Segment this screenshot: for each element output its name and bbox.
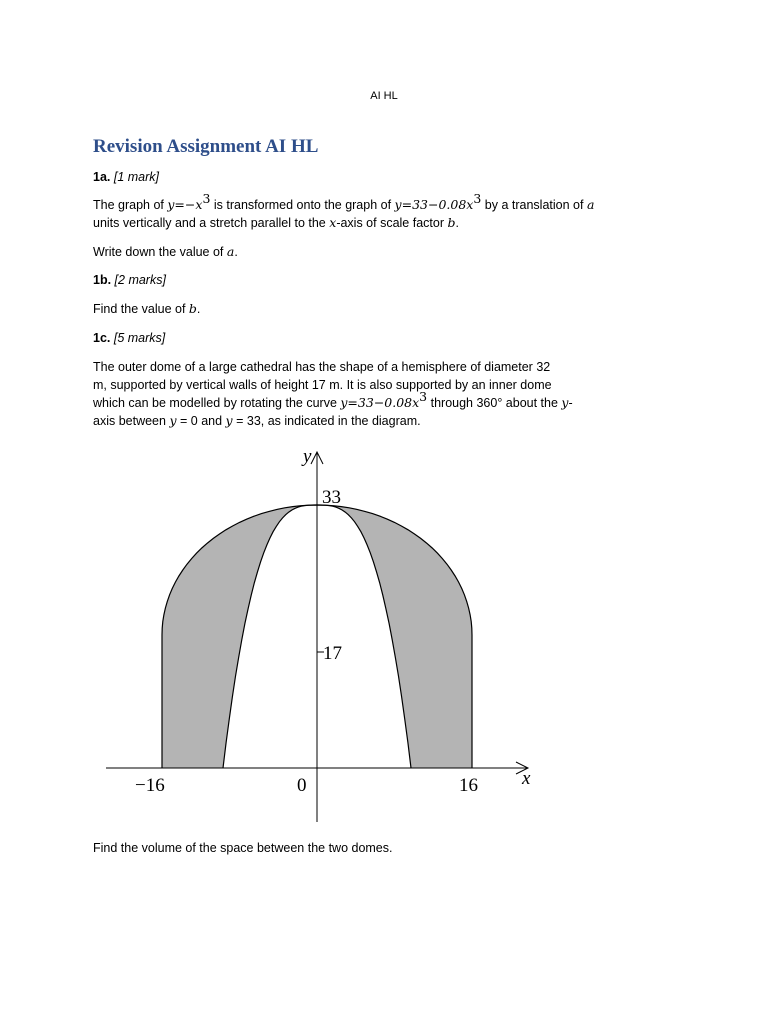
- q1a-var-x: x: [329, 215, 337, 230]
- q1a-eq-2: y=33−0.08x: [394, 197, 474, 212]
- q1c-line-4c: = 33, as indicated in the diagram.: [236, 414, 421, 428]
- q1a-eq-1: y=−x: [167, 197, 203, 212]
- q1b-var: b: [188, 301, 197, 316]
- q1a-marks: [1 mark]: [113, 170, 160, 184]
- q1c-line-3b: through 360° about the: [430, 396, 558, 410]
- label-origin: 0: [297, 775, 307, 796]
- page-header: AI HL: [370, 90, 398, 102]
- q1c-line-2: m, supported by vertical walls of height 17 m. It is also supported by an inner dome: [93, 378, 552, 392]
- q1c-line-3a: which can be modelled by rotating the curve: [93, 396, 337, 410]
- q1c-line-4-var1: y: [169, 413, 177, 428]
- q1a-text-2: is transformed onto the graph of: [213, 198, 392, 212]
- q1c-final-instruction: Find the volume of the space between the two domes.: [93, 841, 393, 855]
- q1a-eq-1-exp: 3: [202, 191, 211, 206]
- q1a-instruction-end: .: [234, 245, 238, 259]
- q1c-line-3-eq: y=33−0.08x: [340, 395, 420, 410]
- q1a-label: 1a.: [93, 170, 111, 184]
- q1c-line-4b: = 0 and: [180, 414, 223, 428]
- q1a-eq-2-exp: 3: [473, 191, 482, 206]
- label-minus-16: −16: [135, 775, 165, 796]
- q1a-var-b: b: [447, 215, 456, 230]
- q1c-line-1: The outer dome of a large cathedral has the shape of a hemisphere of diameter 32: [93, 360, 551, 374]
- q1a-text-6: .: [455, 216, 459, 230]
- q1a-instruction-text: Write down the value of: [93, 245, 224, 259]
- y-axis-label: y: [303, 446, 312, 467]
- q1c-label: 1c.: [93, 331, 111, 345]
- q1b-instruction-text: Find the value of: [93, 302, 186, 316]
- q1a-text-3: by a translation of: [484, 198, 584, 212]
- x-axis-label: x: [522, 768, 531, 789]
- label-16: 16: [459, 775, 478, 796]
- q1c-line-3-exp: 3: [419, 389, 428, 404]
- q1a-text-4: units vertically and a stretch parallel to the: [93, 216, 326, 230]
- q1c-marks: [5 marks]: [113, 331, 166, 345]
- q1a-text-1: The graph of: [93, 198, 164, 212]
- q1a-text-5: -axis of scale factor: [336, 216, 444, 230]
- label-33: 33: [322, 487, 341, 508]
- q1b-label: 1b.: [93, 273, 112, 287]
- q1c-line-4a: axis between: [93, 414, 166, 428]
- q1c-line-4-var2: y: [225, 413, 233, 428]
- page-title: Revision Assignment AI HL: [93, 136, 319, 157]
- label-17: 17: [323, 643, 342, 664]
- q1c-line-3-var: y: [561, 395, 569, 410]
- q1c-line-3c: -: [568, 396, 573, 410]
- q1a-instruction-var: a: [226, 244, 235, 259]
- q1b-end: .: [196, 302, 201, 316]
- q1a-var-a: a: [586, 197, 595, 212]
- q1b-marks: [2 marks]: [114, 273, 166, 287]
